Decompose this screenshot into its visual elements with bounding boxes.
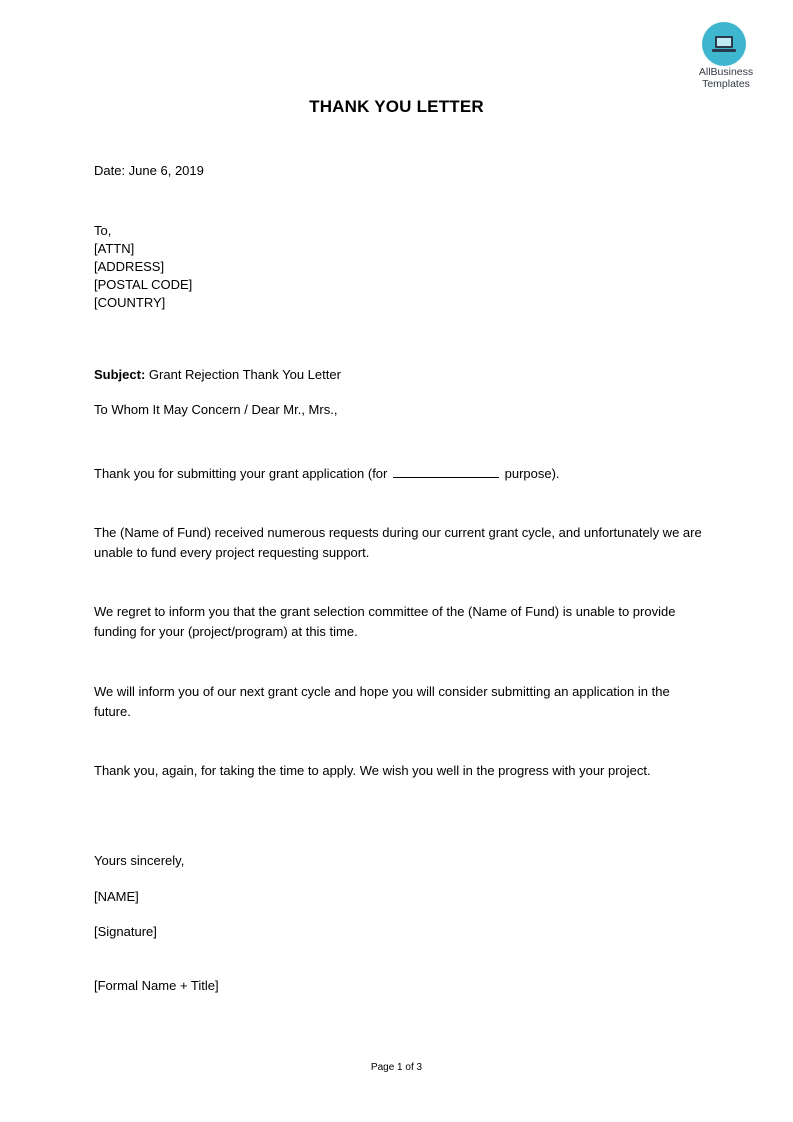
signature-placeholder: [Signature]	[94, 924, 157, 939]
logo-line-1: AllBusiness	[698, 66, 754, 78]
paragraph-2: The (Name of Fund) received numerous requests during our current grant cycle, and unfortunately we are unable to fund every project requesting support.	[94, 525, 702, 560]
logo-line-2: Templates	[702, 78, 750, 90]
paragraph-4: We will inform you of our next grant cycle and hope you will consider submitting an application in the future.	[94, 684, 670, 719]
formal-name-title: [Formal Name + Title]	[94, 978, 219, 993]
letter-date: Date: June 6, 2019	[94, 163, 204, 178]
laptop-icon	[702, 22, 746, 66]
subject-text: Grant Rejection Thank You Letter	[148, 367, 341, 382]
subject-line	[94, 366, 341, 384]
subject-label: Subject:	[94, 367, 146, 382]
recipient-address: [ADDRESS]	[94, 259, 165, 274]
recipient-postal-code: [POSTAL CODE]	[94, 277, 193, 292]
logo-text	[690, 66, 762, 90]
recipient-to: To,	[94, 223, 112, 238]
page-number: Page 1 of 3	[370, 1062, 423, 1073]
paragraph-1-before: Thank you for submitting your grant application (for	[94, 466, 388, 481]
paragraph-3: We regret to inform you that the grant selection committee of the (Name of Fund) is unable to provide funding for your (project/program) at this time.	[94, 604, 676, 639]
purpose-blank-line	[393, 465, 499, 478]
paragraph-1-after: purpose).	[504, 466, 560, 481]
recipient-country: [COUNTRY]	[94, 295, 166, 310]
sender-name: [NAME]	[94, 889, 139, 904]
letter-title: THANK YOU LETTER	[309, 97, 484, 116]
allbusiness-templates-logo	[690, 20, 770, 94]
sign-off: Yours sincerely,	[94, 853, 185, 868]
paragraph-5: Thank you, again, for taking the time to apply. We wish you well in the progress with your project.	[94, 763, 651, 778]
recipient-attn: [ATTN]	[94, 241, 135, 256]
salutation: To Whom It May Concern / Dear Mr., Mrs.,	[94, 402, 338, 417]
paragraph-1	[94, 465, 560, 483]
